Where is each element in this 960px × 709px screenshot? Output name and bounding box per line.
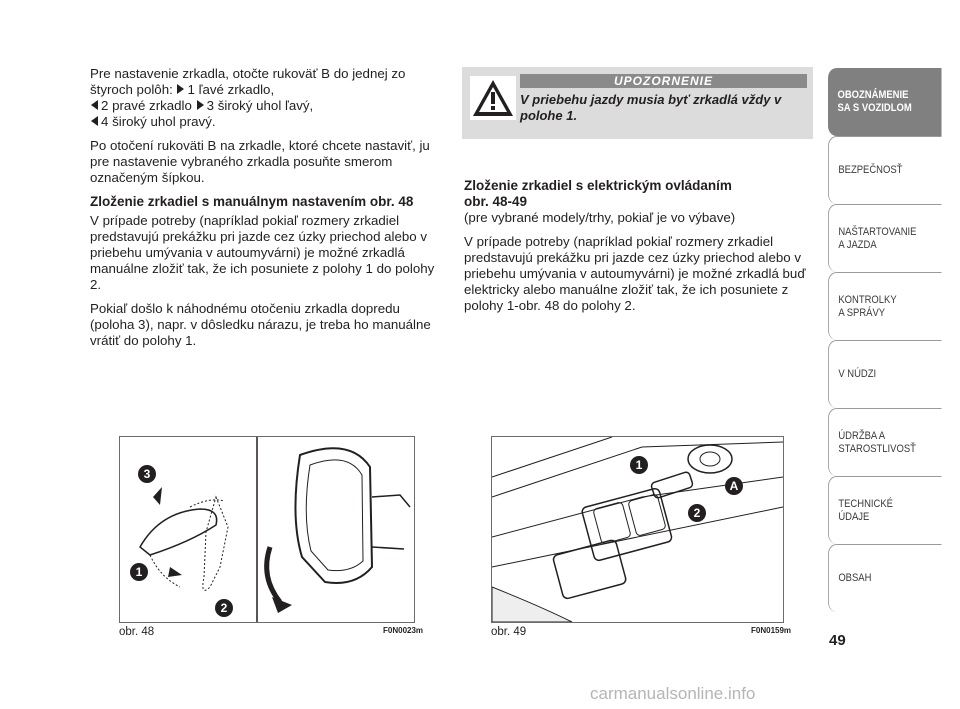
marker-2 <box>688 504 706 522</box>
svg-text:3: 3 <box>143 467 151 481</box>
tab-nastartovanie[interactable]: NAŠTARTOVANIE A JAZDA <box>828 204 942 272</box>
svg-text:A: A <box>729 479 739 493</box>
equipment-note: (pre vybrané modely/trhy, pokiaľ je vo výbave) <box>464 210 736 225</box>
warning-box <box>462 67 813 139</box>
marker-1 <box>130 563 148 581</box>
warning-text: V priebehu jazdy musia byť zrkadlá vždy v polohe 1. <box>520 92 782 123</box>
triangle-right-icon <box>197 100 204 110</box>
svg-text:2: 2 <box>693 506 701 520</box>
rotation-paragraph: Po otočení rukoväti B na zrkadle, ktoré chcete nastaviť, ju pre nastavenie vybraného zrkadla posuňte smerom označeným šípkou. <box>90 138 430 185</box>
tab-technicke-udaje[interactable]: TECHNICKÉ ÚDAJE <box>828 476 942 544</box>
warning-title: UPOZORNENIE <box>520 74 807 88</box>
electric-fold-paragraph: V prípade potreby (napríklad pokiaľ rozmery zrkadiel predstavujú prekážku pri jazde cez úzky priechod alebo v priebehu umývania v autoumyvárni) je možné zrkadlá buď elektricky alebo manuálne zložiť tak, že ich posuniete z polohy 1-obr. 48 do polohy 2. <box>464 234 806 313</box>
warning-triangle-icon <box>470 76 516 120</box>
tab-v-nudzi[interactable]: V NÚDZI <box>828 340 942 408</box>
triangle-right-icon <box>177 84 184 94</box>
manual-fold-heading: Zloženie zrkadiel s manuálnym nastavením obr. 48 <box>90 194 414 209</box>
accidental-rotation-paragraph: Pokiaľ došlo k náhodnému otočeniu zrkadla dopredu (poloha 3), napr. v dôsledku nárazu, je treba ho manuálne vrátiť do polohy 1. <box>90 301 431 348</box>
watermark: carmanualsonline.info <box>590 684 756 703</box>
marker-1 <box>630 456 648 474</box>
figure-49-door-controls <box>491 436 784 623</box>
electric-fold-heading: Zloženie zrkadiel s elektrickým ovládaním obr. 48-49 <box>464 178 732 209</box>
tab-kontrolky[interactable]: KONTROLKY A SPRÁVY <box>828 272 942 340</box>
marker-3 <box>138 465 156 483</box>
page-number: 49 <box>829 632 846 649</box>
marker-a <box>725 477 743 495</box>
tab-bezpecnost[interactable]: BEZPEČNOSŤ <box>828 136 942 204</box>
figure-49-label: obr. 49 <box>491 626 527 638</box>
figure-48-label: obr. 48 <box>119 626 155 638</box>
svg-text:1: 1 <box>135 565 143 579</box>
svg-text:2: 2 <box>220 601 228 615</box>
svg-text:1: 1 <box>635 458 643 472</box>
figure-48-mirror <box>119 436 415 623</box>
chapter-tabs <box>828 68 960 612</box>
right-column <box>464 178 809 322</box>
figure-49-code: F0N0159m <box>751 626 792 635</box>
tab-oboznamenie[interactable]: OBOZNÁMENIE SA S VOZIDLOM <box>828 68 942 136</box>
triangle-left-icon <box>91 100 98 110</box>
manual-fold-paragraph: V prípade potreby (napríklad pokiaľ rozmery zrkadiel predstavujú prekážku pri jazde cez úzky priechod alebo v priebehu umývania v autoumyvárni) je možné zrkadlá manuálne zložiť tak, že ich posuniete z polohy 1 do polohy 2. <box>90 213 435 292</box>
marker-2 <box>215 599 233 617</box>
mirror-illustration <box>120 437 414 622</box>
figure-48-code: F0N0023m <box>383 626 424 635</box>
triangle-left-icon <box>91 116 98 126</box>
tab-obsah[interactable]: OBSAH <box>828 544 942 612</box>
intro-paragraph: Pre nastavenie zrkadla, otočte rukoväť B do jednej zo štyroch polôh: 1 ľavé zrkadlo, 2 pravé zrkadlo 3 široký uhol ľavý, 4 široký uhol pravý. <box>90 66 406 129</box>
left-column <box>90 66 442 357</box>
tab-udrzba[interactable]: ÚDRŽBA A STAROSTLIVOSŤ <box>828 408 942 476</box>
